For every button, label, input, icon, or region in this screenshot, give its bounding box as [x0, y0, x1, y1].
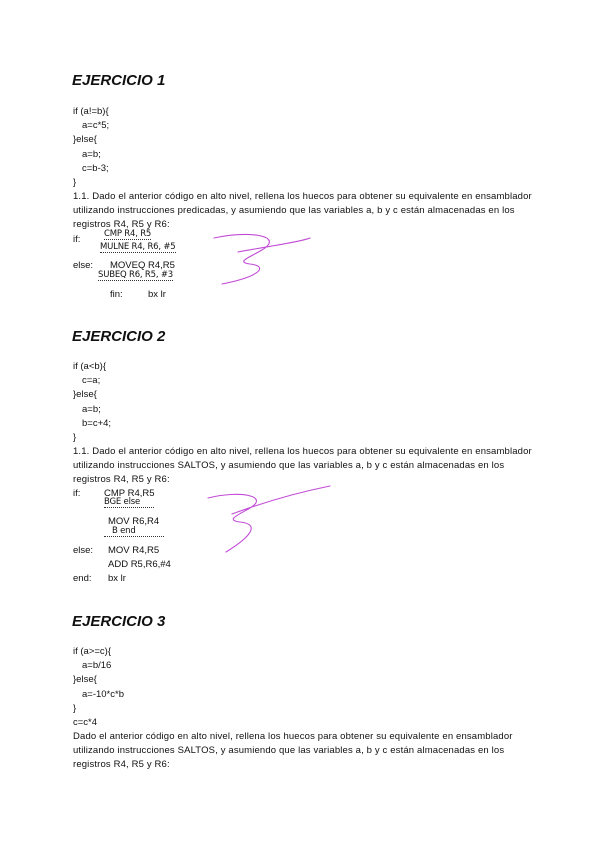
if-label: if: — [73, 234, 81, 245]
code-line: }else{ — [73, 674, 97, 686]
fin-label: fin: — [110, 289, 123, 300]
exercise-2-title: EJERCICIO 2 — [72, 328, 166, 345]
exercise-1-title: EJERCICIO 1 — [72, 72, 166, 89]
code-line: c=c*4 — [73, 717, 98, 729]
handwritten-answer: BGE else — [104, 497, 154, 508]
code-line: } — [73, 177, 77, 189]
asm-line: MOV R4,R5 — [108, 545, 160, 556]
else-label: else: — [73, 260, 94, 271]
exercise-3-instructions: Dado el anterior código en alto nivel, rellena los huecos para obtener su equivalente en ensamblador utilizando instrucciones SALTOS, y asumiendo que las variables a, b y c están almacenadas en los registros R4, R5 y R6: — [73, 731, 513, 771]
asm-line: ADD R5,R6,#4 — [108, 559, 171, 570]
code-line: c=b-3; — [82, 162, 109, 174]
if-label: if: — [73, 488, 81, 499]
code-line: if (a<b){ — [73, 361, 107, 372]
end-label: end: — [73, 573, 92, 584]
exercise-3-code — [73, 645, 124, 730]
exercise-1-code — [73, 105, 109, 190]
exercise-3-title: EJERCICIO 3 — [72, 613, 166, 630]
code-line: a=-10*c*b — [82, 688, 124, 700]
asm-line: bx lr — [108, 573, 126, 584]
asm-line: MOV R6,R4 — [108, 516, 160, 527]
code-line: a=b; — [82, 148, 101, 160]
exercise-2-instructions: 1.1. Dado el anterior código en alto nivel, rellena los huecos para obtener su equivalente en ensamblador utilizando instrucciones SALTOS, y asumiendo que las variables a, b y c están almacenadas en los registros R4, R5 y R6: — [73, 446, 532, 486]
asm-line: MOVEQ R4,R5 — [110, 260, 175, 271]
asm-line: CMP R4,R5 — [104, 488, 155, 499]
code-line: }else{ — [73, 134, 97, 146]
code-line: a=c*5; — [82, 120, 110, 132]
asm-line: bx lr — [148, 289, 166, 300]
code-line: a=b/16 — [82, 660, 112, 672]
code-line: if (a>=c){ — [73, 646, 112, 657]
exercise-2-code — [73, 360, 111, 445]
handwritten-answer: MULNE R4, R6, #5 — [100, 242, 176, 252]
code-line: a=b; — [82, 403, 101, 415]
handwritten-answer: CMP R4, R5 — [104, 229, 152, 239]
handwritten-answer: SUBEQ R6, R5, #3 — [98, 270, 173, 280]
code-line: b=c+4; — [82, 417, 112, 429]
code-line: } — [73, 432, 77, 444]
else-label: else: — [73, 545, 94, 556]
code-line: } — [73, 702, 77, 714]
code-line: c=a; — [82, 375, 101, 387]
code-line: }else{ — [73, 389, 97, 401]
code-line: if (a!=b){ — [73, 106, 109, 117]
exercise-1-instructions: 1.1. Dado el anterior código en alto nivel, rellena los huecos para obtener su equivalente en ensamblador utilizando instrucciones predicadas, y asumiendo que las variables a, b y c están almacenadas en los registros R4, R5 y R6: — [73, 191, 532, 231]
handwritten-answer: B end — [104, 526, 164, 537]
